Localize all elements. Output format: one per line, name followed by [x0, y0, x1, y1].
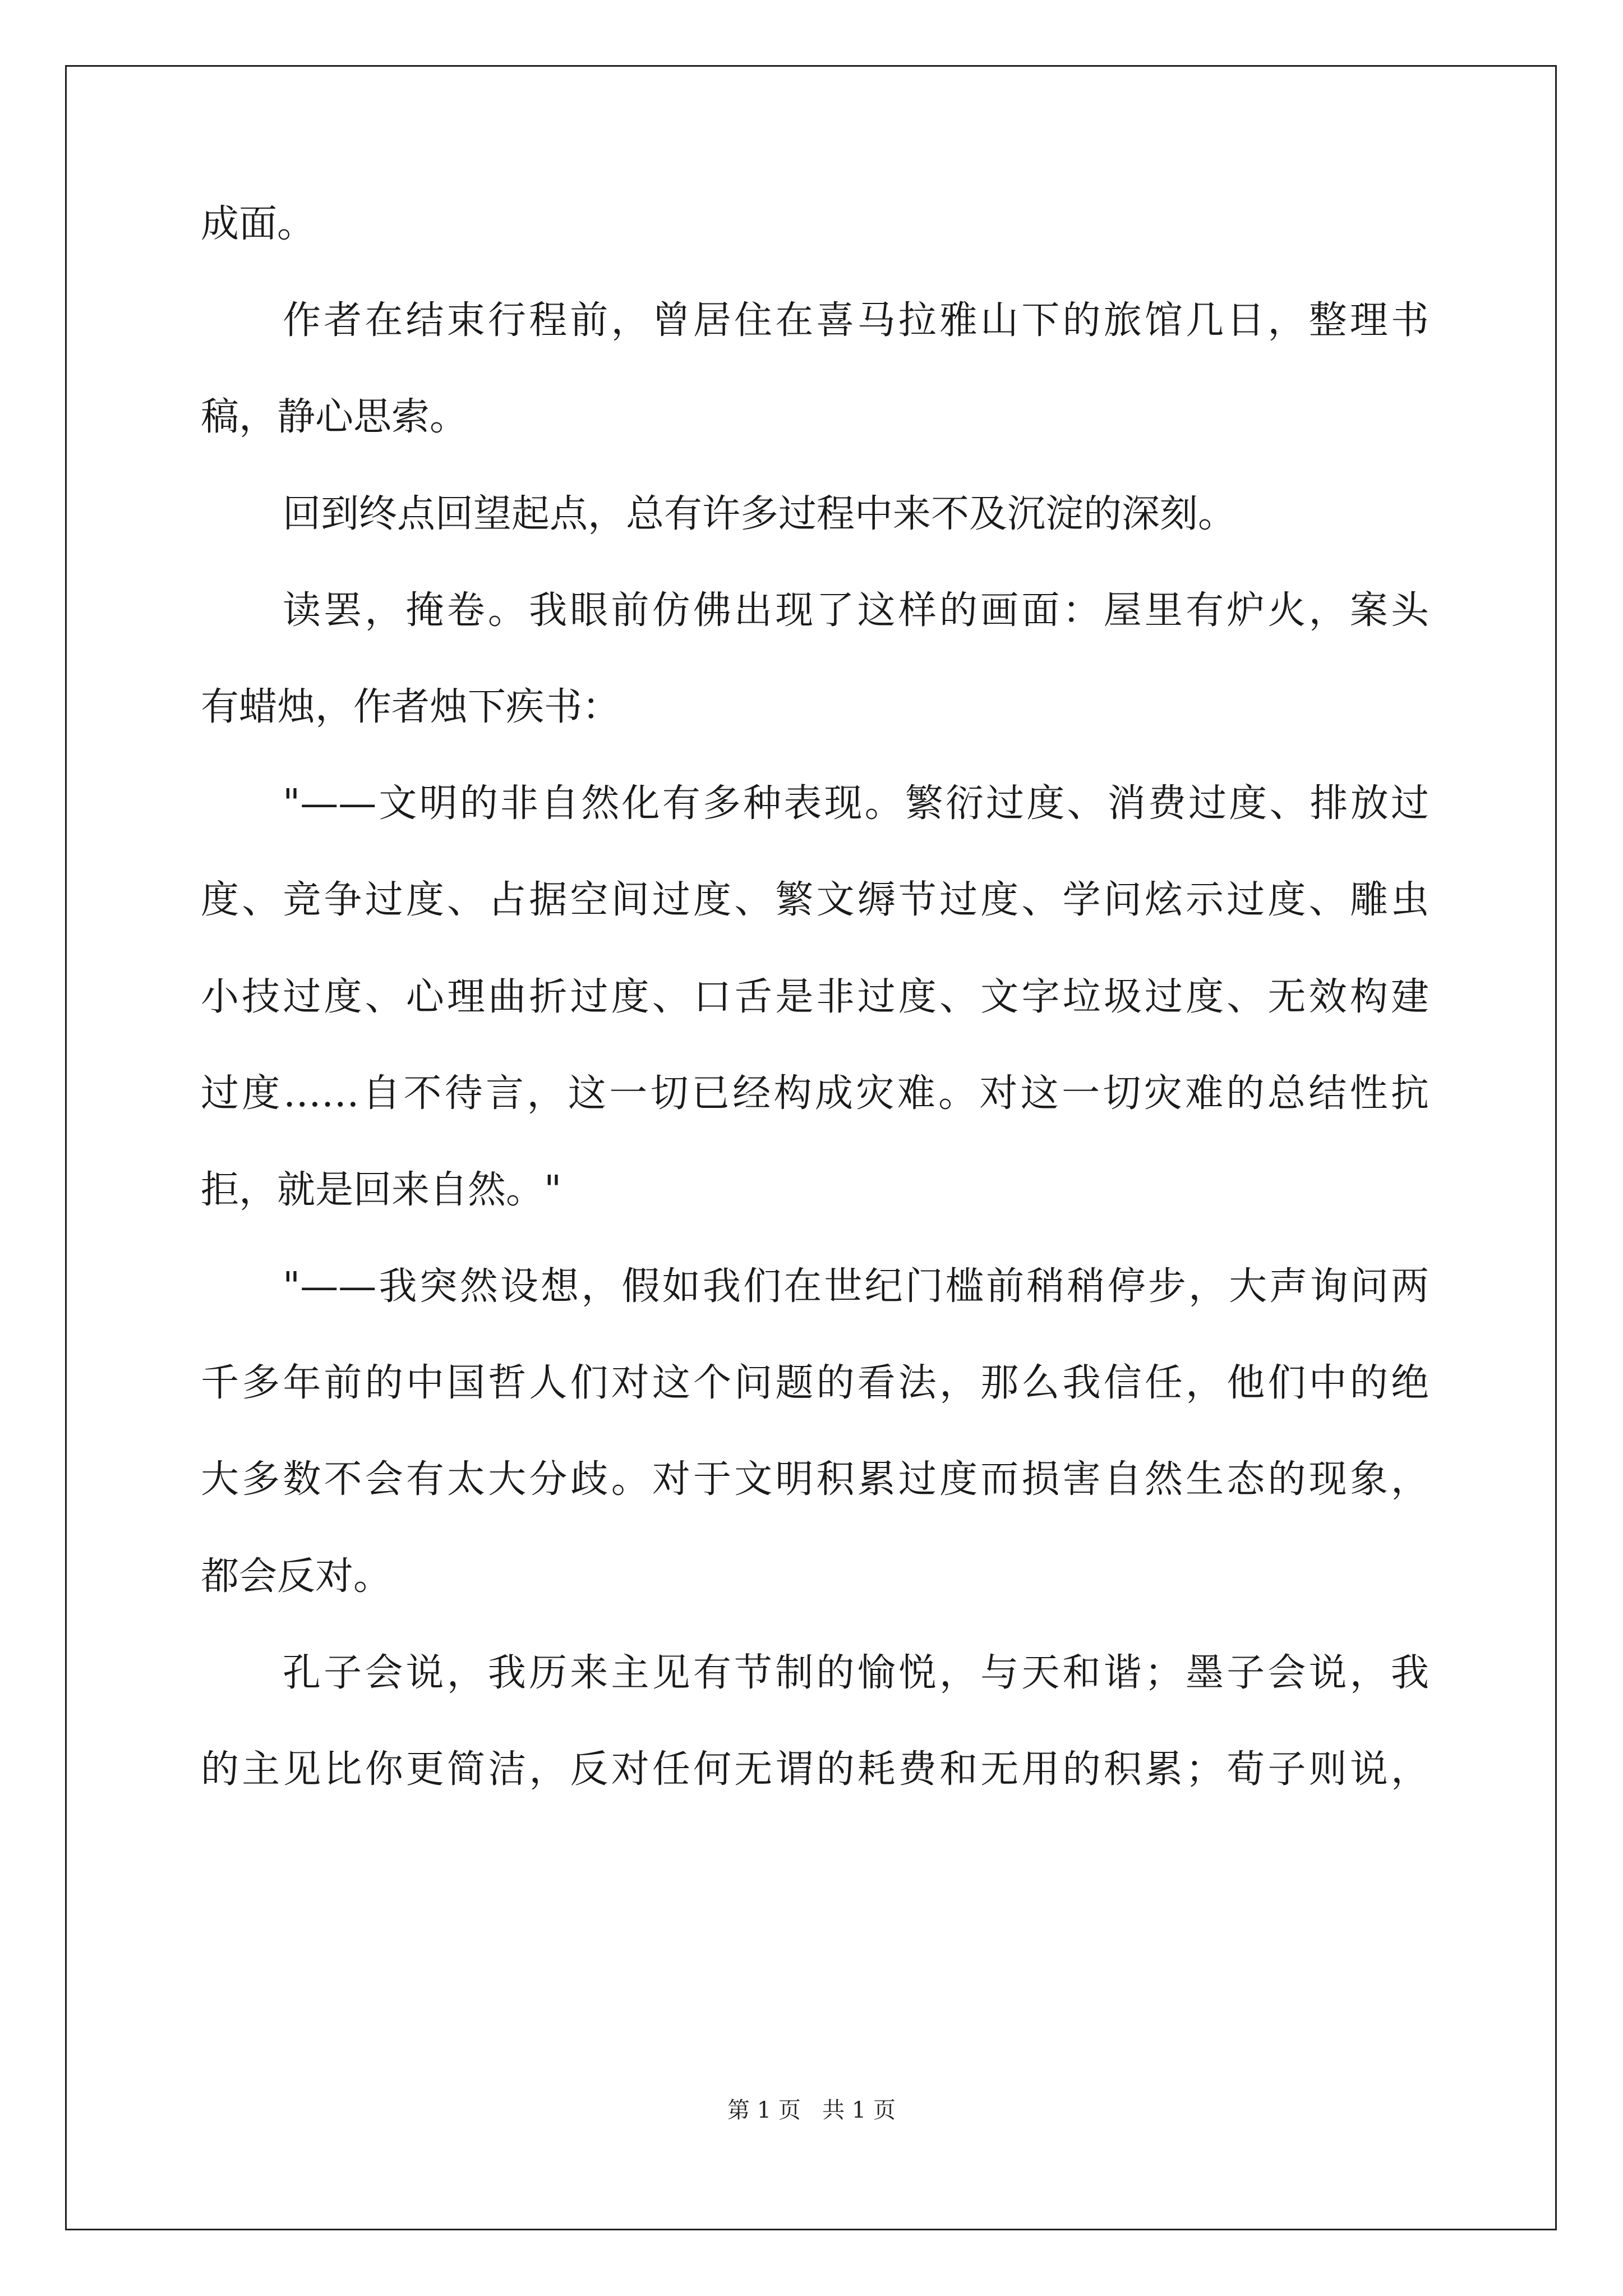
text-line: 孔子会说，我历来主见有节制的愉悦，与天和谐；墨子会说，我: [283, 1650, 1429, 1695]
text-line: 读罢，掩卷。我眼前仿佛出现了这样的画面：屋里有炉火，案头: [283, 588, 1429, 633]
text-line: 都会反对。: [201, 1554, 392, 1599]
page-total: 共 1 页: [822, 2097, 896, 2123]
text-line: 千多年前的中国哲人们对这个问题的看法，那么我信任，他们中的绝: [201, 1361, 1429, 1406]
text-line: 过度……自不待言，这一切已经构成灾难。对这一切灾难的总结性抗: [201, 1071, 1429, 1116]
document-body: [201, 202, 1429, 1847]
page-number: 第 1 页: [727, 2097, 801, 2123]
text-line: 的主见比你更简洁，反对任何无谓的耗费和无用的积累；荀子则说，: [201, 1747, 1429, 1792]
text-line: 小技过度、心理曲折过度、口舌是非过度、文字垃圾过度、无效构建: [201, 974, 1429, 1019]
text-line: 作者在结束行程前，曾居住在喜马拉雅山下的旅馆几日，整理书: [283, 298, 1429, 343]
text-line: 成面。: [201, 202, 316, 246]
text-line: 度、竞争过度、占据空间过度、繁文缛节过度、学问炫示过度、雕虫: [201, 878, 1429, 923]
page-footer: [0, 2092, 1623, 2124]
text-line: 大多数不会有太大分歧。对于文明积累过度而损害自然生态的现象，: [201, 1457, 1429, 1502]
text-line: "——我突然设想，假如我们在世纪门槛前稍稍停步，大声询问两: [283, 1264, 1429, 1309]
text-line: 回到终点回望起点，总有许多过程中来不及沉淀的深刻。: [283, 491, 1237, 536]
text-line: 稿，静心思索。: [201, 395, 468, 440]
text-line: 有蜡烛，作者烛下疾书：: [201, 684, 621, 729]
text-line: "——文明的非自然化有多种表现。繁衍过度、消费过度、排放过: [283, 781, 1429, 826]
text-line: 拒，就是回来自然。": [201, 1167, 562, 1212]
